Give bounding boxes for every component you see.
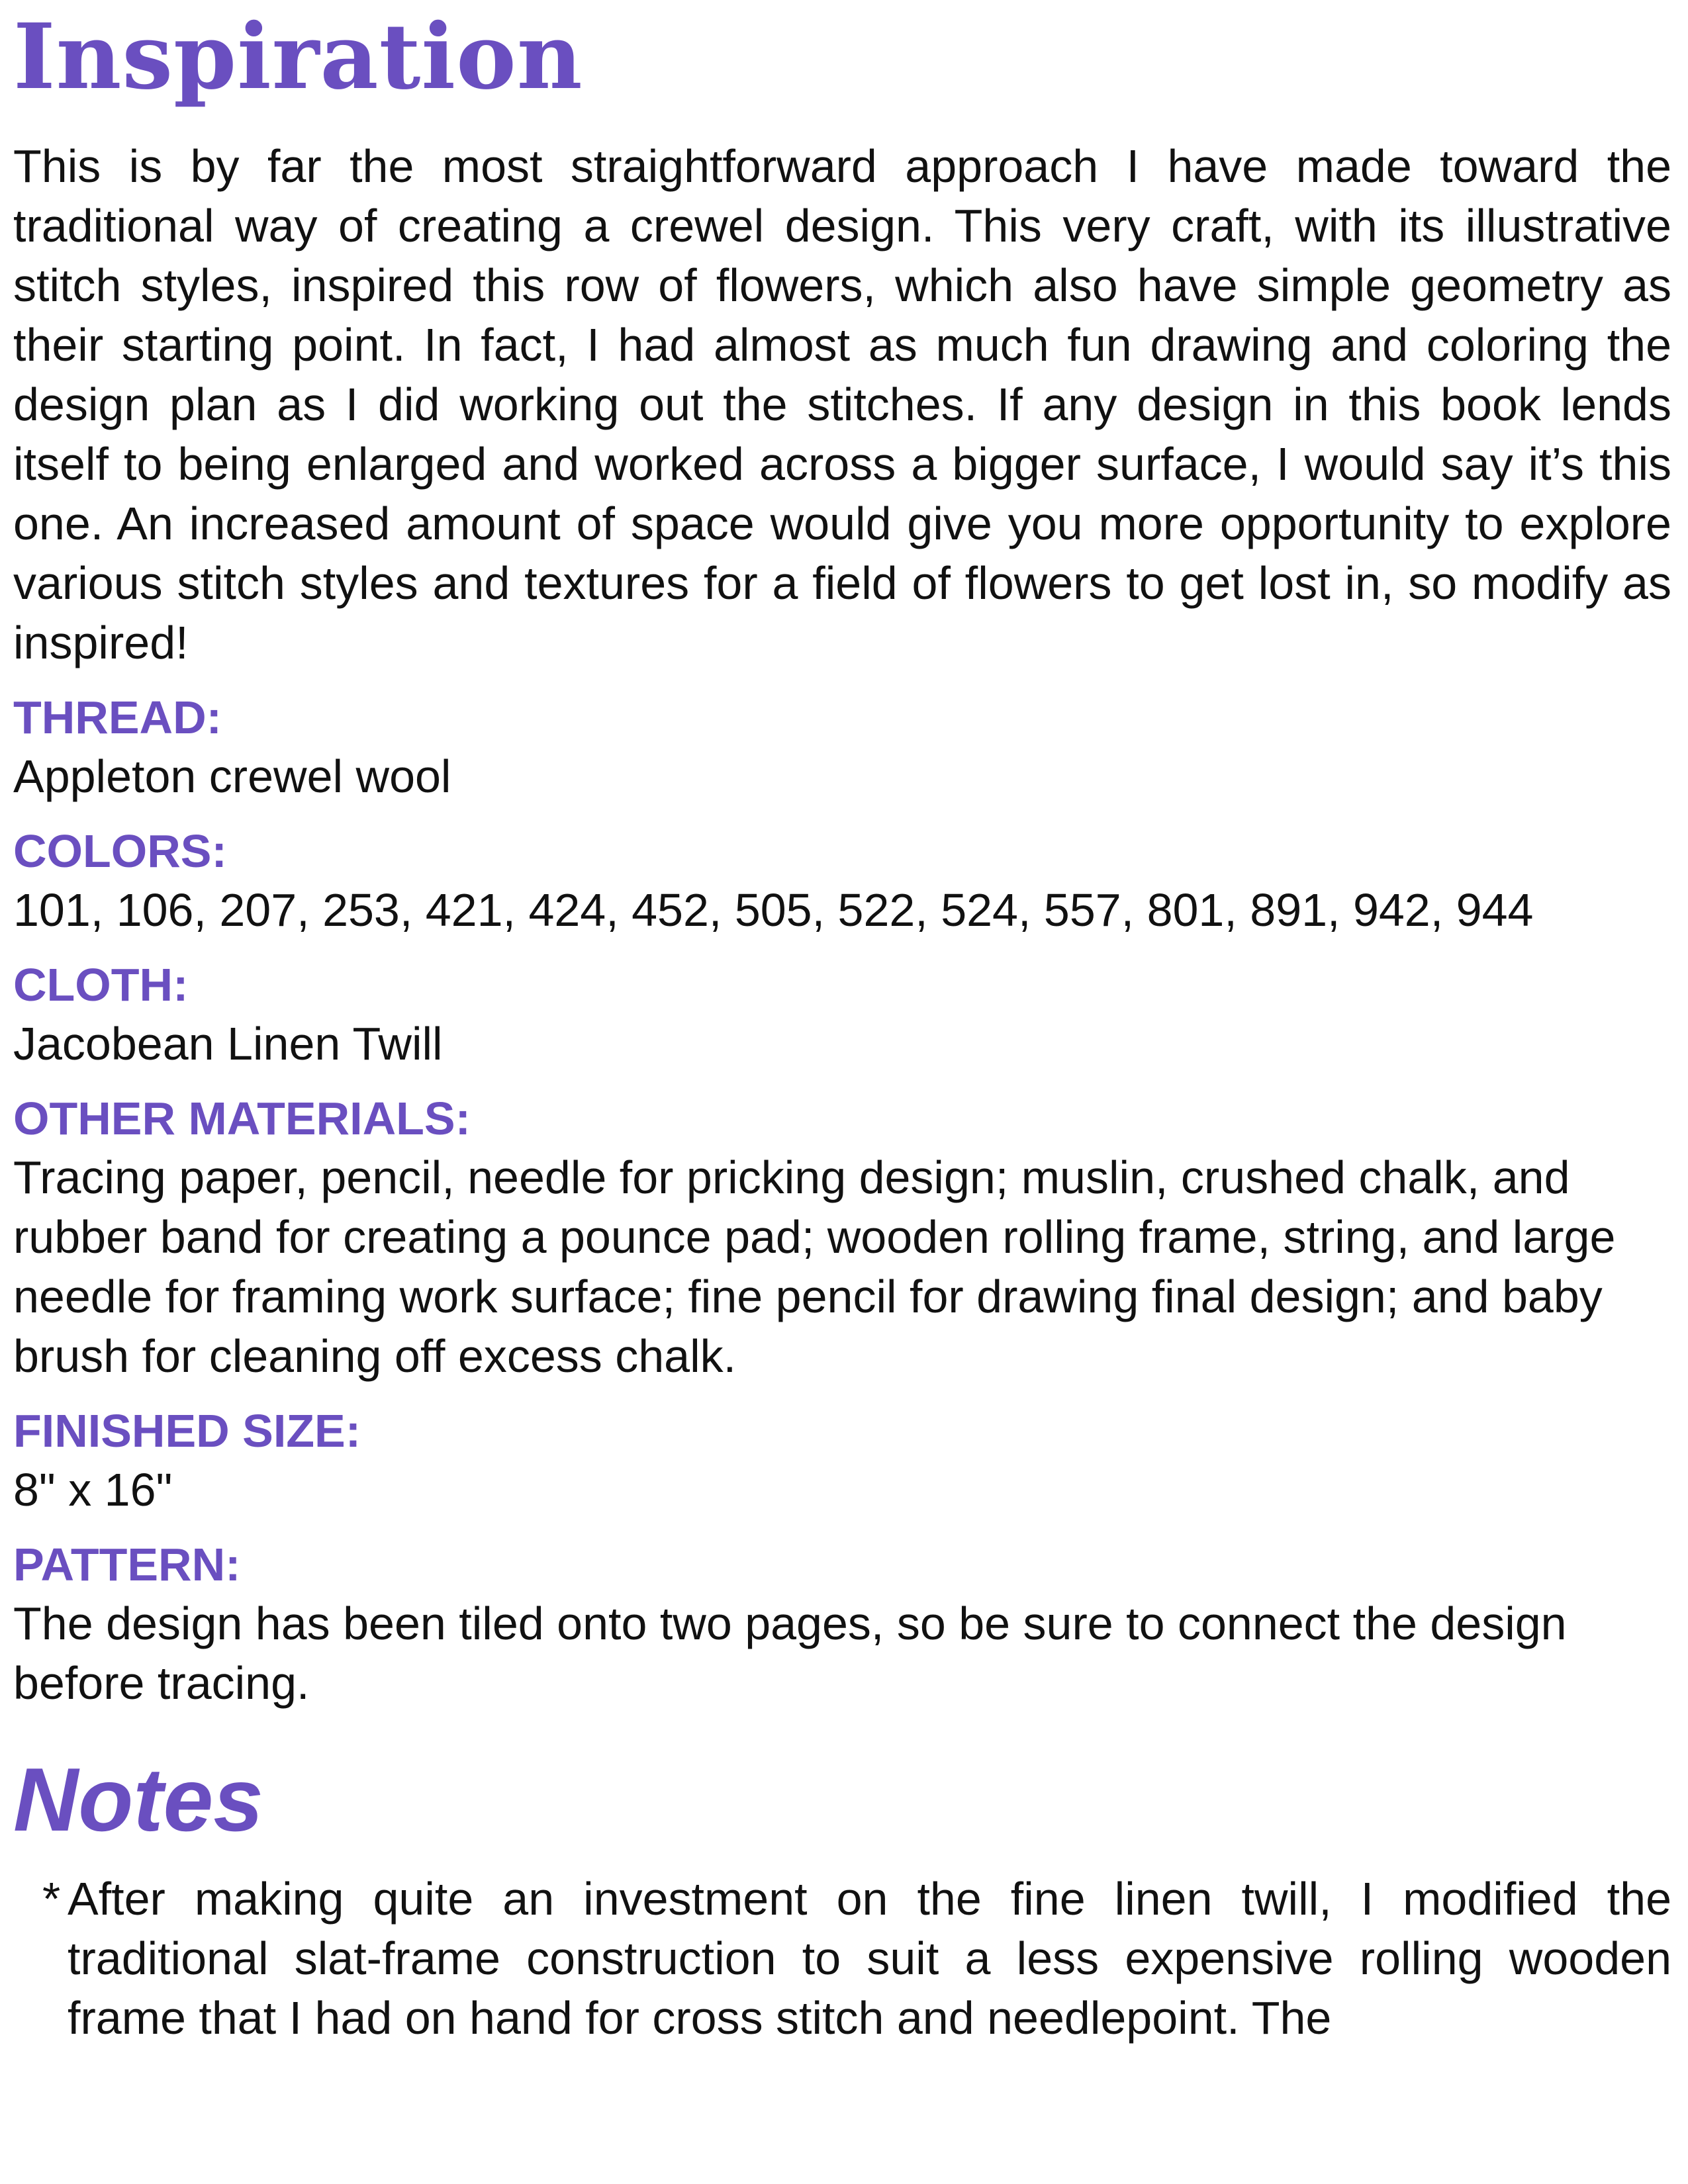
- other-materials-value: Tracing paper, pencil, needle for pricking design; muslin, crushed chalk, and rubber band for creating a pounce pad; wooden rolling frame, string, and large needle for framing work surface; fine pencil for drawing final design; and baby brush for cleaning off excess chalk.: [13, 1152, 1616, 1382]
- pattern-value: The design has been tiled onto two pages, so be sure to connect the design before tracing.: [13, 1598, 1567, 1709]
- note-text: After making quite an investment on the fine linen twill, I modified the traditional slat-frame construction to suit a less expensive rolling wooden frame that I had on hand for cross stitch and needlepoint. The: [68, 1873, 1671, 2044]
- notes-heading: Notes: [13, 1749, 263, 1850]
- other-materials-section: [13, 1085, 1671, 1386]
- finished-size-label: FINISHED SIZE:: [13, 1405, 361, 1457]
- thread-label: THREAD:: [13, 692, 222, 743]
- finished-size-value: 8" x 16": [13, 1464, 173, 1516]
- colors-section: [13, 818, 1671, 940]
- inspiration-body: This is by far the most straightforward approach I have made toward the traditional way of creating a crewel design. This very craft, with its illustrative stitch styles, inspired this row of flowers, which also have simple geometry as their starting point. In fact, I had almost as much fun drawing and coloring the design plan as I did working out the stitches. If any design in this book lends itself to being enlarged and worked across a bigger surface, I would say it’s this one. An increased amount of space would give you more opportunity to explore various stitch styles and textures for a field of flowers to get lost in, so modify as inspired!: [13, 140, 1671, 668]
- note-item: [13, 1869, 1671, 2048]
- colors-value: 101, 106, 207, 253, 421, 424, 452, 505, 522, 524, 557, 801, 891, 942, 944: [13, 884, 1534, 936]
- pattern-label: PATTERN:: [13, 1539, 241, 1590]
- cloth-value: Jacobean Linen Twill: [13, 1018, 443, 1069]
- colors-label: COLORS:: [13, 825, 227, 877]
- other-materials-label: OTHER MATERIALS:: [13, 1093, 471, 1144]
- note-bullet: *: [42, 1873, 61, 1925]
- thread-value: Appleton crewel wool: [13, 751, 451, 802]
- finished-size-section: [13, 1398, 1671, 1520]
- pattern-section: [13, 1531, 1671, 1713]
- inspiration-heading: Inspiration: [13, 4, 583, 110]
- cloth-section: [13, 952, 1671, 1073]
- cloth-label: CLOTH:: [13, 959, 189, 1011]
- page: [13, 0, 1671, 2048]
- thread-section: [13, 684, 1671, 806]
